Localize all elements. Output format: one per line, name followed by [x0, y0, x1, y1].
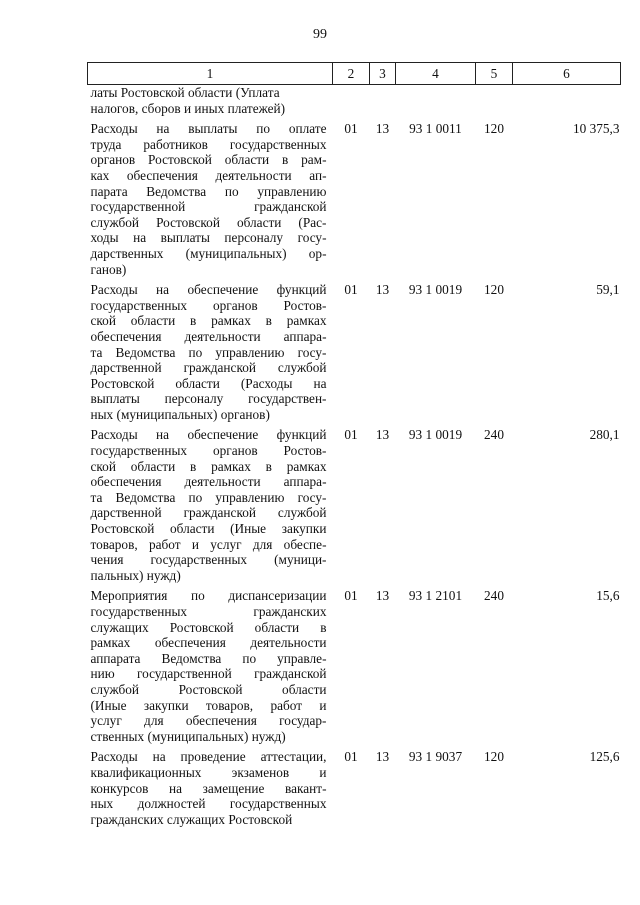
description-line: государственной гражданской [90, 199, 327, 215]
description-line: дарственных (муниципальных) ор- [90, 245, 327, 261]
expense-type-code: 120 [484, 121, 504, 137]
row-description [88, 116, 333, 277]
description-line: Ростовской области (Расходы на [90, 375, 327, 391]
description-line: труда работников государственных [90, 136, 327, 152]
amount: 10 375,3 [572, 121, 620, 137]
header-col-3: 3 [370, 63, 396, 85]
table-header [88, 63, 621, 85]
row-description [88, 744, 333, 827]
expense-type-code: 240 [484, 427, 504, 443]
description-line: службой Ростовской области [90, 681, 327, 697]
description-line: услуг для обеспечения государ- [90, 713, 327, 729]
header-col-5: 5 [476, 63, 513, 85]
table-row [88, 422, 621, 583]
page-number: 99 [313, 27, 327, 42]
header-col-6: 6 [513, 63, 621, 85]
amount: 125,6 [589, 749, 620, 765]
description-line: ходы на выплаты персоналу госу- [90, 230, 327, 246]
description-line: государственных органов Ростов- [90, 297, 327, 313]
table-row [88, 116, 621, 277]
description-line: ской области в рамках в рамках [90, 458, 327, 474]
subsection-code: 13 [375, 427, 390, 443]
description-line: Расходы на проведение аттестации, [90, 749, 327, 765]
table-row [88, 277, 621, 422]
header-col-2: 2 [333, 63, 370, 85]
description-line: (Иные закупки товаров, работ и [90, 697, 327, 713]
description-line: ской области в рамках в рамках [90, 313, 327, 329]
description-line: Ростовской области (Иные закупки [90, 521, 327, 537]
description-line: Расходы на обеспечение функций [90, 427, 327, 443]
description-line: конкурсов на замещение вакант- [90, 780, 327, 796]
expense-type-code: 120 [484, 282, 504, 298]
description-line: ных (муниципальных) органов) [90, 406, 270, 422]
target-article-code: 93 1 0019 [408, 282, 463, 298]
description-line: Расходы на выплаты по оплате [90, 121, 327, 137]
target-article-code: 93 1 0011 [409, 121, 462, 137]
description-line: Расходы на обеспечение функций [90, 282, 327, 298]
description-line: латы Ростовской области (Уплата [90, 85, 280, 100]
description-line: обеспечения деятельности аппара- [90, 474, 327, 490]
subsection-code: 13 [375, 282, 390, 298]
description-line: органов Ростовской области в рам- [90, 152, 327, 168]
continuation-description [88, 85, 333, 117]
section-code: 01 [344, 749, 358, 765]
description-line: обеспечения деятельности аппара- [90, 328, 327, 344]
description-line: парата Ведомства по управлению [90, 183, 327, 199]
row-description [88, 583, 333, 744]
description-line: государственных гражданских [90, 604, 327, 619]
description-line: государственных органов Ростов- [90, 443, 327, 459]
row-description [88, 277, 333, 422]
description-line: квалификационных экзаменов и [90, 764, 327, 780]
row-description [88, 422, 333, 583]
description-line: дарственной гражданской службой [90, 360, 327, 376]
description-line: рамках обеспечения деятельности [90, 635, 327, 651]
description-line: выплаты персоналу государствен- [90, 391, 327, 407]
description-line: налогов, сборов и иных платежей) [90, 100, 286, 116]
description-line: аппарата Ведомства по управле- [90, 650, 327, 666]
description-line: дарственной гражданской службой [90, 505, 327, 521]
subsection-code: 13 [375, 121, 390, 137]
target-article-code: 93 1 9037 [408, 749, 463, 765]
description-line: гражданских служащих Ростовской [90, 811, 293, 827]
header-col-1: 1 [88, 63, 333, 85]
description-line: службой Ростовской области (Рас- [90, 214, 327, 230]
description-line: Мероприятия по диспансеризации [90, 588, 327, 604]
amount: 280,1 [589, 427, 620, 443]
description-line: товаров, работ и услуг для обеспе- [90, 536, 327, 552]
amount: 15,6 [596, 588, 620, 604]
description-line: ганов) [90, 261, 127, 277]
description-line: нию государственной гражданской [90, 666, 327, 682]
header-col-4: 4 [396, 63, 476, 85]
description-line: та Ведомства по управлению госу- [90, 489, 327, 505]
description-line: ных должностей государственных [90, 796, 327, 812]
subsection-code: 13 [375, 749, 390, 765]
amount: 59,1 [596, 282, 620, 298]
section-code: 01 [344, 121, 358, 137]
table-body [88, 85, 621, 828]
description-line: служащих Ростовской области в [90, 619, 327, 635]
description-line: чения государственных (муници- [90, 552, 327, 568]
table-row [88, 744, 621, 827]
section-code: 01 [344, 282, 358, 298]
section-code: 01 [344, 427, 358, 443]
target-article-code: 93 1 0019 [408, 427, 463, 443]
description-line: та Ведомства по управлению госу- [90, 344, 327, 360]
continuation-row [88, 85, 621, 117]
description-line: ственных (муниципальных) нужд) [90, 728, 286, 744]
budget-table [87, 62, 621, 827]
target-article-code: 93 1 2101 [408, 588, 463, 604]
table-row [88, 583, 621, 744]
header-row [88, 63, 621, 85]
description-line: ках обеспечения деятельности ап- [90, 167, 327, 183]
description-line: пальных) нужд) [90, 567, 181, 583]
subsection-code: 13 [375, 588, 390, 604]
section-code: 01 [344, 588, 358, 604]
expense-type-code: 240 [484, 588, 504, 604]
expense-type-code: 120 [484, 749, 504, 765]
